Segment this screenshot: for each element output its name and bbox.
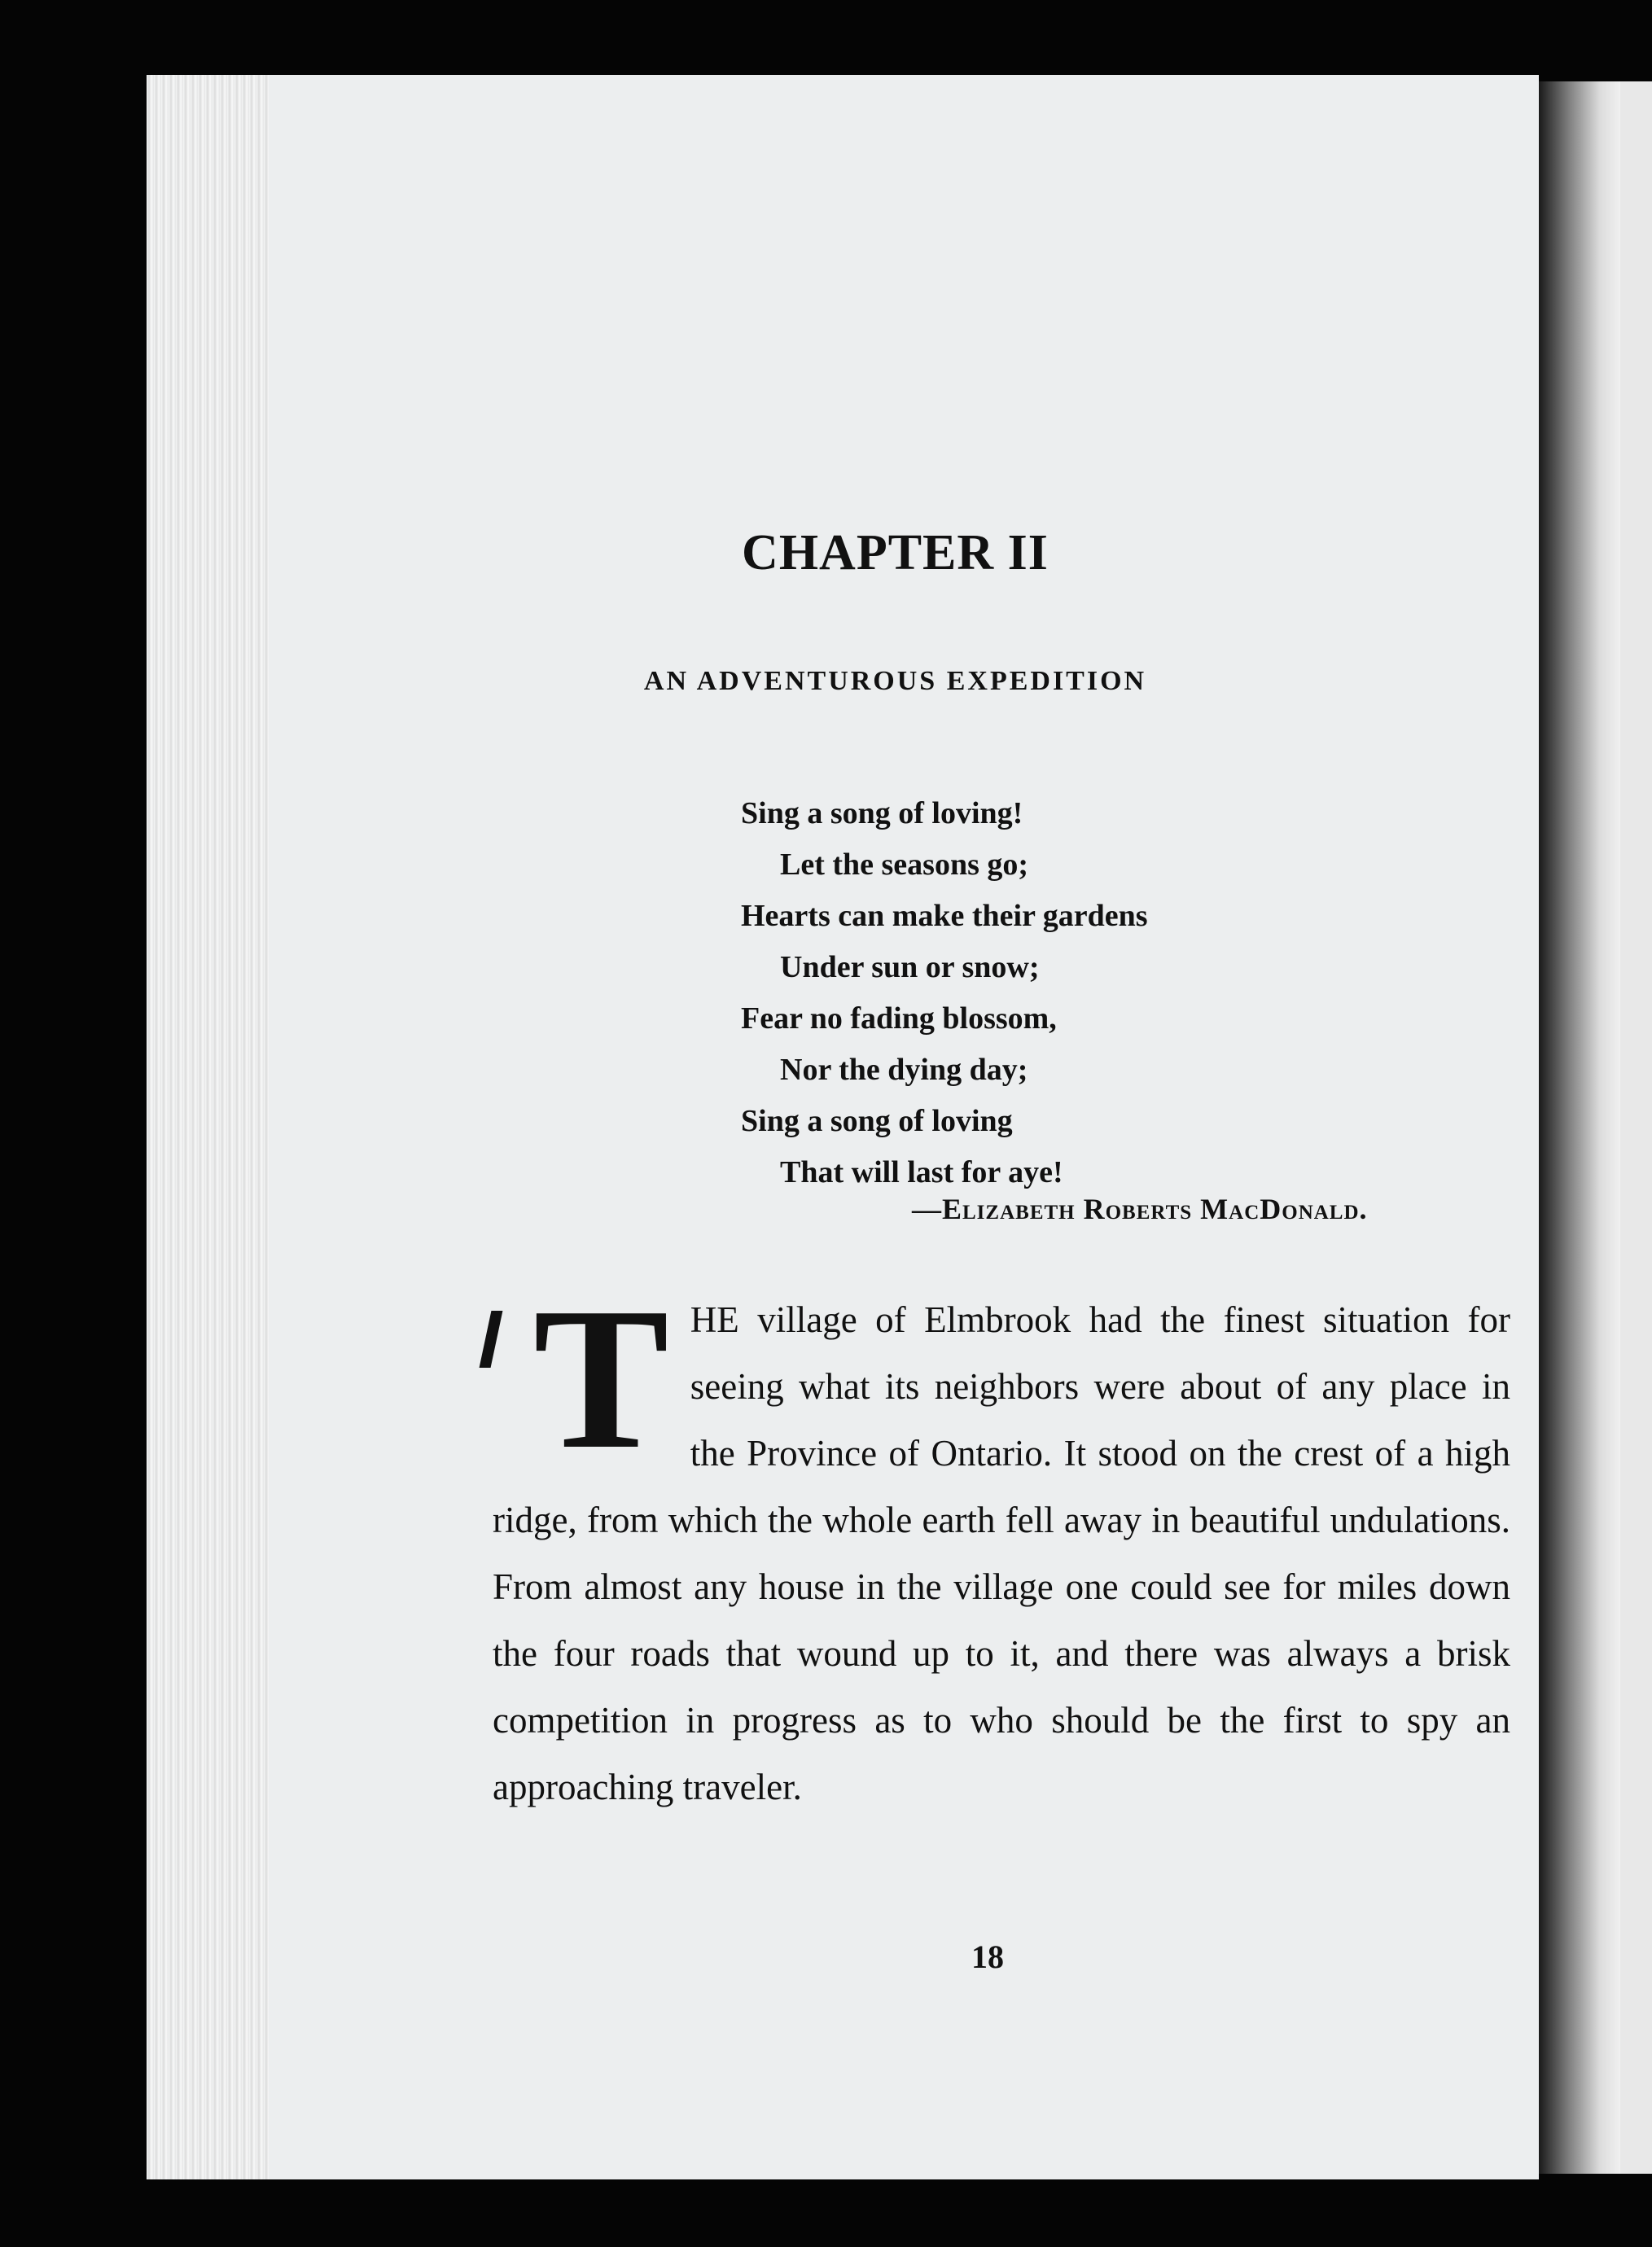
poem-line: Sing a song of loving <box>741 1104 1013 1138</box>
poem-line: Sing a song of loving! <box>741 796 1023 830</box>
adjacent-page-edge <box>1620 81 1652 2174</box>
body-paragraph-text: HE village of Elmbrook had the finest situation for seeing what its neighbors were about of any place in the Province of Ontario. It stood on the crest of a high ridge, from which the whole earth fell away in beautiful undulations. From almost any house in the village one could see for miles down the four roads that wound up to it, and there was always a brisk competition in progress as to who should be the first to spy an approaching traveler. <box>493 1299 1510 1807</box>
drop-cap: T <box>533 1266 669 1491</box>
poem-attribution: —Elizabeth Roberts MacDonald. <box>912 1193 1368 1225</box>
poem-line: That will last for aye! <box>780 1155 1063 1189</box>
poem-line: Let the seasons go; <box>780 848 1029 882</box>
poem-line: Under sun or snow; <box>780 950 1040 984</box>
poem-line: Nor the dying day; <box>780 1053 1028 1087</box>
poem-line: Fear no fading blossom, <box>741 1001 1057 1036</box>
chapter-title: CHAPTER II <box>742 525 1049 580</box>
page-edge-left <box>147 75 269 2179</box>
page-number: 18 <box>971 1938 1004 1975</box>
page-gutter-shadow <box>1539 81 1620 2174</box>
chapter-subtitle: AN ADVENTUROUS EXPEDITION <box>643 666 1147 696</box>
epigraph-poem <box>741 788 1392 1198</box>
body-paragraph <box>493 1266 1510 1820</box>
poem-line: Hearts can make their gardens <box>741 899 1148 933</box>
